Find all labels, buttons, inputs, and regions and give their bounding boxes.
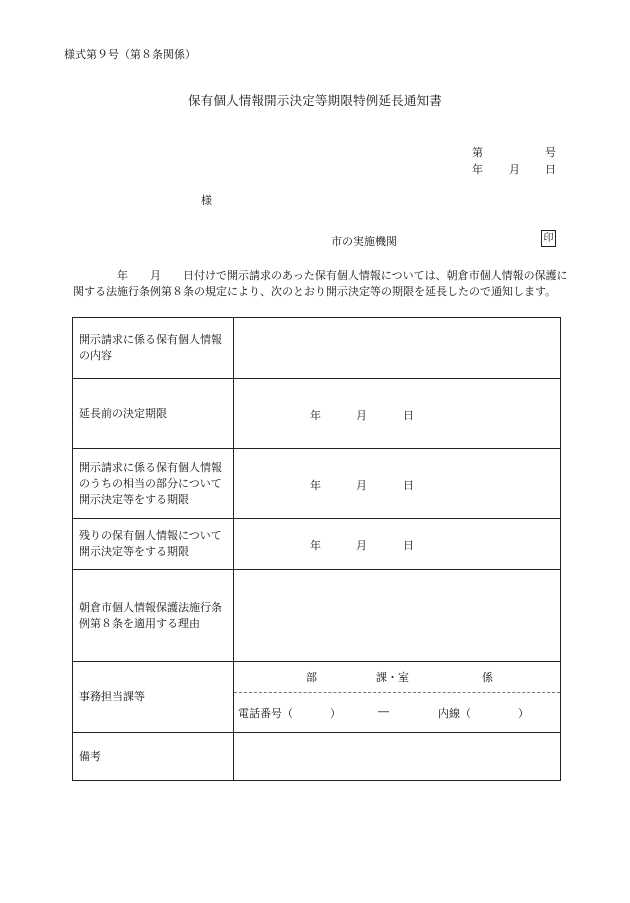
date-day-label: 日	[545, 163, 556, 176]
row-label-partial-deadline: 開示請求に係る保有個人情報のうちの相当の部分について開示決定等をする期限	[73, 449, 234, 519]
number-go-label: 号	[545, 146, 556, 159]
table-row	[73, 662, 561, 733]
date-year-label: 年	[472, 163, 483, 176]
contact-dash: ―	[378, 705, 389, 718]
row-label-original-deadline: 延長前の決定期限	[73, 379, 234, 449]
contact-bu: 部	[306, 671, 317, 684]
form-number-label: 様式第９号（第８条関係）	[64, 48, 196, 61]
row-value-contact	[234, 662, 561, 733]
notice-body-text: 年 月 日付けで開示請求のあった保有個人情報については、朝倉市個人情報の保護に関する法施行条例第８条の規定により、次のとおり開示決定等の期限を延長したので通知します。	[73, 269, 568, 298]
row-label-remarks: 備考	[73, 733, 234, 781]
ymd-year: 年	[310, 478, 321, 492]
issue-date-line	[472, 161, 558, 175]
row-value-partial-deadline	[234, 449, 561, 519]
row-label-reason: 朝倉市個人情報保護法施行条例第８条を適用する理由	[73, 570, 234, 662]
ymd-day: 日	[403, 408, 414, 422]
ymd-year: 年	[310, 408, 321, 422]
row-value-remaining-deadline	[234, 519, 561, 570]
contact-tel-label: 電話番号（	[238, 707, 293, 720]
row-value-remarks	[234, 733, 561, 781]
number-dai-label: 第	[472, 146, 483, 159]
ymd-month: 月	[356, 539, 367, 552]
contact-tel-close: ）	[330, 707, 341, 720]
contact-ka-shitsu: 課・室	[376, 671, 409, 684]
ymd-year: 年	[310, 539, 321, 552]
row-value-original-deadline	[234, 379, 561, 449]
row-label-remaining-deadline: 残りの保有個人情報について開示決定等をする期限	[73, 519, 234, 570]
row-label-content: 開示請求に係る保有個人情報の内容	[73, 318, 234, 379]
document-number-line	[472, 144, 558, 158]
date-month-label: 月	[509, 163, 520, 176]
addressee-sama: 様	[201, 194, 212, 207]
ymd-day: 日	[403, 478, 414, 492]
table-row	[73, 318, 561, 379]
table-row	[73, 570, 561, 662]
notice-table	[72, 317, 561, 781]
row-value-reason	[234, 570, 561, 662]
ymd-day: 日	[403, 539, 414, 552]
issuer-name: 市の実施機関	[331, 235, 397, 248]
table-row	[73, 449, 561, 519]
table-row	[73, 379, 561, 449]
contact-naisen-close: ）	[518, 707, 529, 720]
row-value-content	[234, 318, 561, 379]
table-row	[73, 733, 561, 781]
row-label-contact: 事務担当課等	[73, 662, 234, 733]
ymd-month: 月	[356, 408, 367, 422]
document-title: 保有個人情報開示決定等期限特例延長通知書	[187, 93, 442, 108]
contact-kakari: 係	[482, 671, 493, 684]
contact-naisen-label: 内線（	[438, 707, 471, 720]
table-row	[73, 519, 561, 570]
seal-mark: 印	[541, 230, 556, 247]
ymd-month: 月	[356, 478, 367, 492]
